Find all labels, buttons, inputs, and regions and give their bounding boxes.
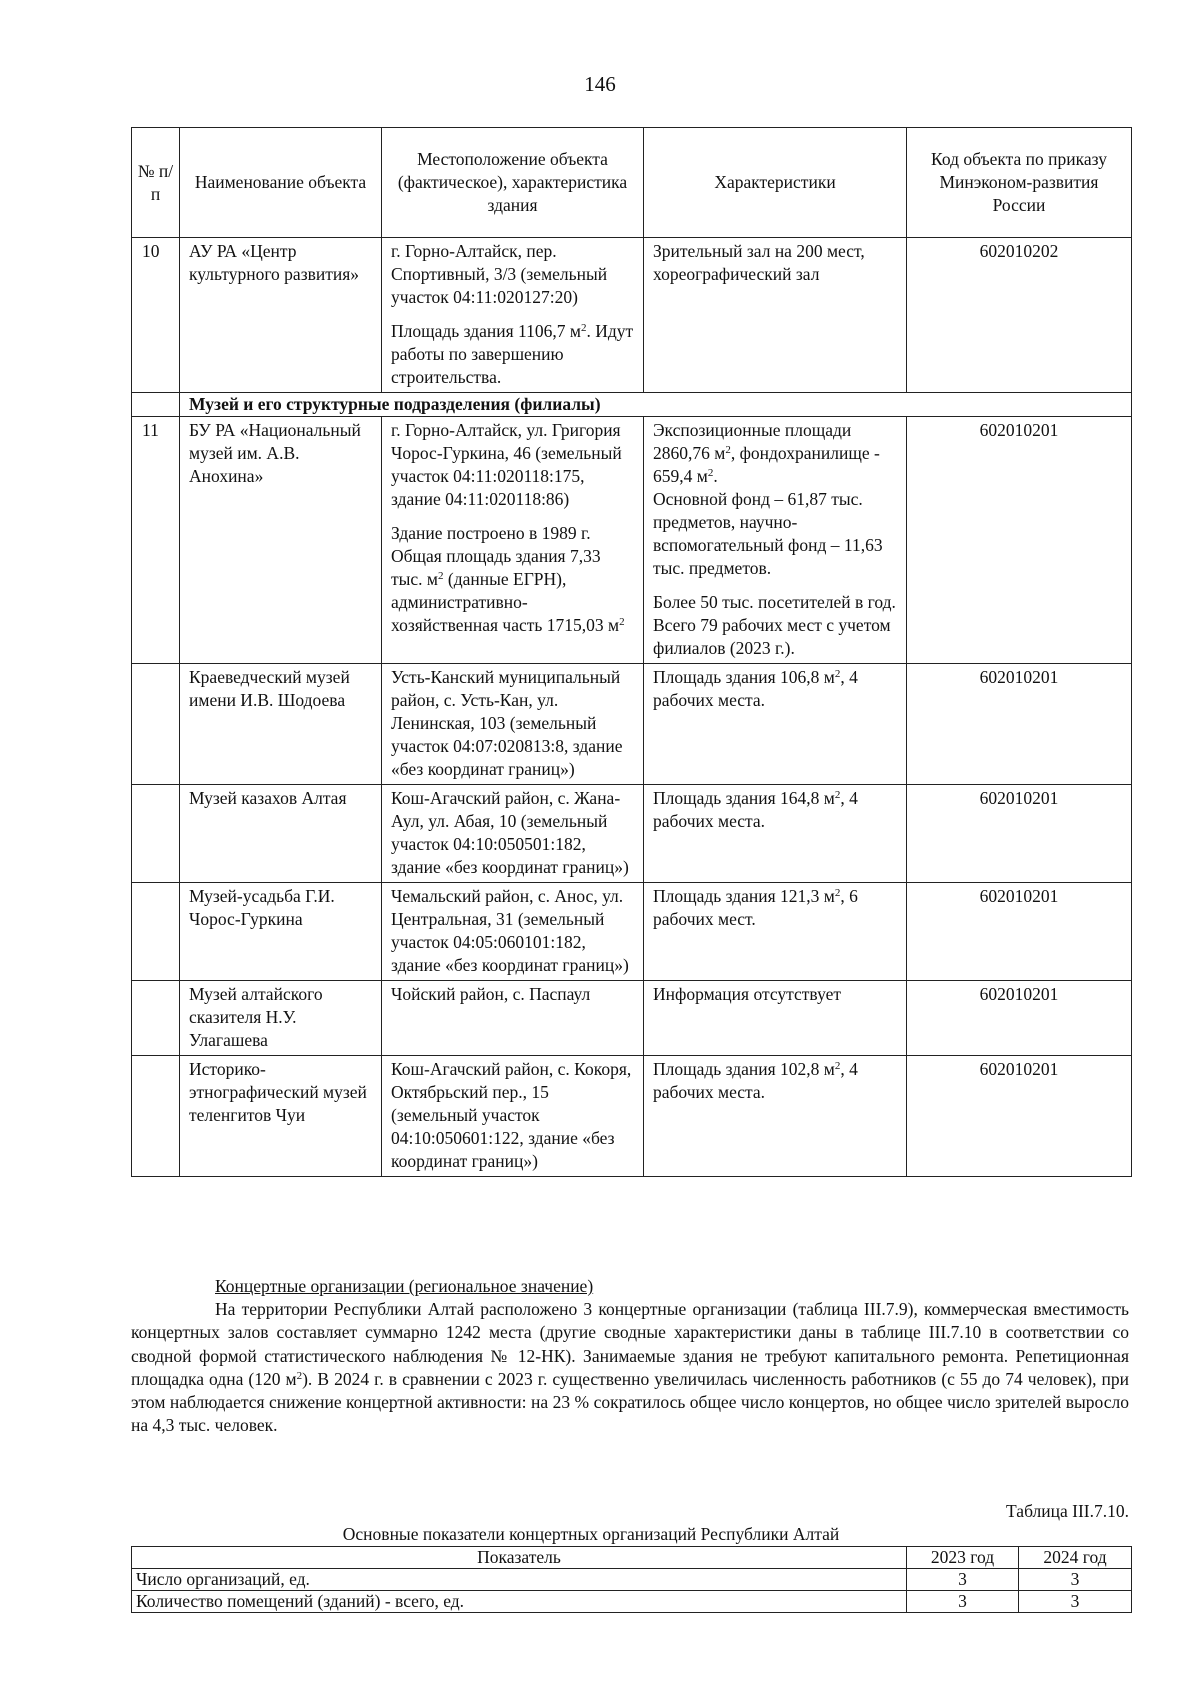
- location-text: Здание построено в 1989 г. Общая площадь здания 7,33 тыс. $м^2$ (данные ЕГРН), административно-хозяйственная часть 1715,03 $м^2$: [391, 523, 625, 635]
- value-2024: 3: [1019, 1569, 1132, 1591]
- indicator-label: Число организаций, ед.: [132, 1569, 907, 1591]
- object-characteristics: Площадь здания 106,8 $м^2$, 4 рабочих места.: [644, 664, 907, 785]
- object-characteristics: Зрительный зал на 200 мест, хореографический зал: [644, 238, 907, 393]
- object-location: [382, 417, 644, 664]
- table-row: [132, 785, 1132, 883]
- object-characteristics: Площадь здания 102,8 $м^2$, 4 рабочих места.: [644, 1056, 907, 1177]
- value-2023: 3: [907, 1591, 1019, 1613]
- header-2024: 2024 год: [1019, 1547, 1132, 1569]
- table-header-row: [132, 128, 1132, 238]
- object-name: БУ РА «Национальный музей им. А.В. Анохина»: [180, 417, 382, 664]
- header-num: № п/п: [132, 128, 180, 238]
- object-code: 602010202: [907, 238, 1132, 393]
- object-name: АУ РА «Центр культурного развития»: [180, 238, 382, 393]
- concert-section: [131, 1275, 1129, 1437]
- indicator-label: Количество помещений (зданий) - всего, ед.: [132, 1591, 907, 1613]
- object-location: Кош-Агачский район, с. Кокоря, Октябрьский пер., 15 (земельный участок 04:10:050601:122, здание «без координат границ»): [382, 1056, 644, 1177]
- value-2023: 3: [907, 1569, 1019, 1591]
- object-location: Кош-Агачский район, с. Жана-Аул, ул. Абая, 10 (земельный участок 04:10:050501:182, здание «без координат границ»): [382, 785, 644, 883]
- object-location: Чемальский район, с. Анос, ул. Центральная, 31 (земельный участок 04:05:060101:182, здание «без координат границ»): [382, 883, 644, 981]
- object-location: [382, 238, 644, 393]
- object-name: Историко-этнографический музей теленгитов Чуи: [180, 1056, 382, 1177]
- row-number: 11: [132, 417, 180, 664]
- object-name: Музей казахов Алтая: [180, 785, 382, 883]
- section-heading: Концертные организации (региональное значение): [215, 1276, 594, 1296]
- object-characteristics: Экспозиционные площади 2860,76 $м^2$, фондохранилище - 659,4 $м^2$. Основной фонд – 61,87 тыс. предметов, научно-вспомогательный фонд – 11,63 тыс. предметов. Более 50 тыс. посетителей в год. Всего 79 рабочих мест с учетом филиалов (2023 г.).: [644, 417, 907, 664]
- location-text: Площадь здания 1106,7 $м^2$. Идут работы по завершению строительства.: [391, 321, 634, 387]
- header-2023: 2023 год: [907, 1547, 1019, 1569]
- header-characteristics: Характеристики: [644, 128, 907, 238]
- table-row: [132, 238, 1132, 393]
- object-characteristics: Информация отсутствует: [644, 981, 907, 1056]
- object-code: 602010201: [907, 1056, 1132, 1177]
- object-characteristics: Площадь здания 164,8 $м^2$, 4 рабочих места.: [644, 785, 907, 883]
- object-name: Музей-усадьба Г.И. Чорос-Гуркина: [180, 883, 382, 981]
- concert-indicators-table: [131, 1546, 1132, 1613]
- table-row: [132, 1569, 1132, 1591]
- page-number: 146: [584, 72, 616, 96]
- table-title: Основные показатели концертных организаций Республики Алтай: [342, 1524, 840, 1544]
- value-2024: 3: [1019, 1591, 1132, 1613]
- object-code: 602010201: [907, 664, 1132, 785]
- museums-table: [131, 127, 1132, 1177]
- header-name: Наименование объекта: [180, 128, 382, 238]
- section-paragraph: На территории Республики Алтай расположено 3 концертные организации (таблица III.7.9), коммерческая вместимость концертных залов составляет суммарно 1242 места (другие сводные характеристики даны в таблице III.7.10 в соответствии со сводной формой статистического наблюдения № 12-НК). Занимаемые здания не требуют капитального ремонта. Репетиционная площадка одна (120 $м^2$). В 2024 г. в сравнении с 2023 г. существенно увеличилась численность работников (с 55 до 74 человек), при этом наблюдается снижение концертной активности: на 23 % сократилось общее число концертов, но общее число зрителей выросло на 4,3 тыс. человек.: [131, 1299, 1129, 1436]
- table-row: [132, 981, 1132, 1056]
- table-row: [132, 1056, 1132, 1177]
- object-name: Музей алтайского сказителя Н.У. Улагашева: [180, 981, 382, 1056]
- table-row: [132, 664, 1132, 785]
- section-row: [132, 393, 1132, 417]
- section-title: Музей и его структурные подразделения (филиалы): [180, 393, 1132, 417]
- object-code: 602010201: [907, 417, 1132, 664]
- row-number: 10: [132, 238, 180, 393]
- object-location: Усть-Канский муниципальный район, с. Усть-Кан, ул. Ленинская, 103 (земельный участок 04:07:020813:8, здание «без координат границ»): [382, 664, 644, 785]
- table-row: [132, 417, 1132, 664]
- table-row: [132, 1591, 1132, 1613]
- header-code: Код объекта по приказу Минэконом-развития России: [907, 128, 1132, 238]
- object-name: Краеведческий музей имени И.В. Шодоева: [180, 664, 382, 785]
- object-code: 602010201: [907, 883, 1132, 981]
- object-location: Чойский район, с. Паспаул: [382, 981, 644, 1056]
- header-indicator: Показатель: [132, 1547, 907, 1569]
- object-code: 602010201: [907, 981, 1132, 1056]
- table-header-row: [132, 1547, 1132, 1569]
- object-characteristics: Площадь здания 121,3 $м^2$, 6 рабочих мест.: [644, 883, 907, 981]
- header-location: Местоположение объекта (фактическое), характеристика здания: [382, 128, 644, 238]
- location-text: г. Горно-Алтайск, пер. Спортивный, 3/3 (земельный участок 04:11:020127:20): [391, 241, 608, 307]
- table-row: [132, 883, 1132, 981]
- object-code: 602010201: [907, 785, 1132, 883]
- table-caption: Таблица III.7.10.: [1006, 1501, 1129, 1521]
- location-text: г. Горно-Алтайск, ул. Григория Чорос-Гуркина, 46 (земельный участок 04:11:020118:175, здание 04:11:020118:86): [391, 420, 622, 509]
